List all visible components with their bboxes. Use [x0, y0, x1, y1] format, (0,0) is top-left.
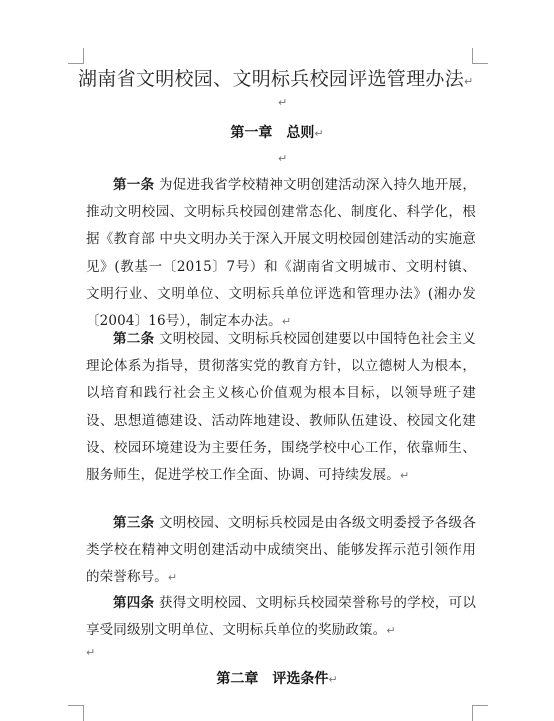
- page-corner-bottom-right: [472, 705, 488, 721]
- article-3[interactable]: [86, 510, 476, 592]
- paragraph-mark-icon: ↵: [386, 624, 396, 638]
- article-4-text: 获得文明校园、文明标兵校园荣誉称号的学校，可以享受同级别文明单位、文明标兵单位的奖励政策。: [86, 595, 476, 639]
- article-3-text: 文明校园、文明标兵校园是由各级文明委授予各级各类学校在精神文明创建活动中成绩突出、能够发挥示范引领作用的荣誉称号。: [86, 515, 476, 586]
- article-1[interactable]: [86, 172, 476, 335]
- article-4[interactable]: [86, 590, 476, 644]
- paragraph-mark-icon: ↵: [328, 673, 338, 686]
- paragraph-mark-icon: ↵: [167, 571, 178, 585]
- paragraph-mark-icon: ↵: [278, 96, 288, 109]
- paragraph-mark-icon: ↵: [464, 75, 474, 88]
- article-3-lead: 第三条: [113, 515, 155, 531]
- article-2[interactable]: [86, 326, 476, 489]
- paragraph-mark-icon: ↵: [86, 646, 96, 659]
- paragraph-mark-icon: ↵: [314, 127, 324, 140]
- chapter-1-heading-line[interactable]: [0, 122, 554, 142]
- paragraph-mark-icon: ↵: [278, 152, 288, 165]
- article-1-lead: 第一条: [113, 177, 155, 193]
- article-2-lead: 第二条: [113, 331, 155, 347]
- chapter-2-heading[interactable]: 第二章 评选条件: [216, 671, 329, 687]
- chapter-1-heading[interactable]: 第一章 总则: [230, 125, 315, 141]
- paragraph-mark-icon: ↵: [281, 315, 292, 329]
- chapter-2-heading-line[interactable]: [0, 668, 554, 688]
- page-corner-top-right: [472, 48, 488, 64]
- document-title-line[interactable]: [78, 64, 478, 91]
- article-1-text: 为促进我省学校精神文明创建活动深入持久地开展，推动文明校园、文明标兵校园创建常态化、制度化、科学化，根据《教育部 中央文明办关于深入开展文明校园创建活动的实施意见》(教基一〔2015〕7号）和《湖南省文明城市、文明村镇、文明行业、文明单位、文明标兵单位评选和管理办法》(湘办发〔2004〕16号），制定本办法。: [86, 177, 476, 330]
- paragraph-mark-icon: ↵: [399, 469, 410, 483]
- page-corner-top-left: [68, 48, 84, 64]
- page-corner-bottom-left: [68, 705, 84, 721]
- document-title[interactable]: 湖南省文明校园、文明标兵校园评选管理办法: [78, 68, 465, 90]
- article-2-text: 文明校园、文明标兵校园创建要以中国特色社会主义理论体系为指导，贯彻落实党的教育方针，以立德树人为根本，以培育和践行社会主义核心价值观为根本目标，以领导班子建设、思想道德建设、活动阵地建设、教师队伍建设、校园文化建设、校园环境建设为主要任务，围绕学校中心工作，依靠师生、服务师生，促进学校工作全面、协调、可持续发展。: [86, 331, 476, 484]
- article-4-lead: 第四条: [113, 595, 155, 611]
